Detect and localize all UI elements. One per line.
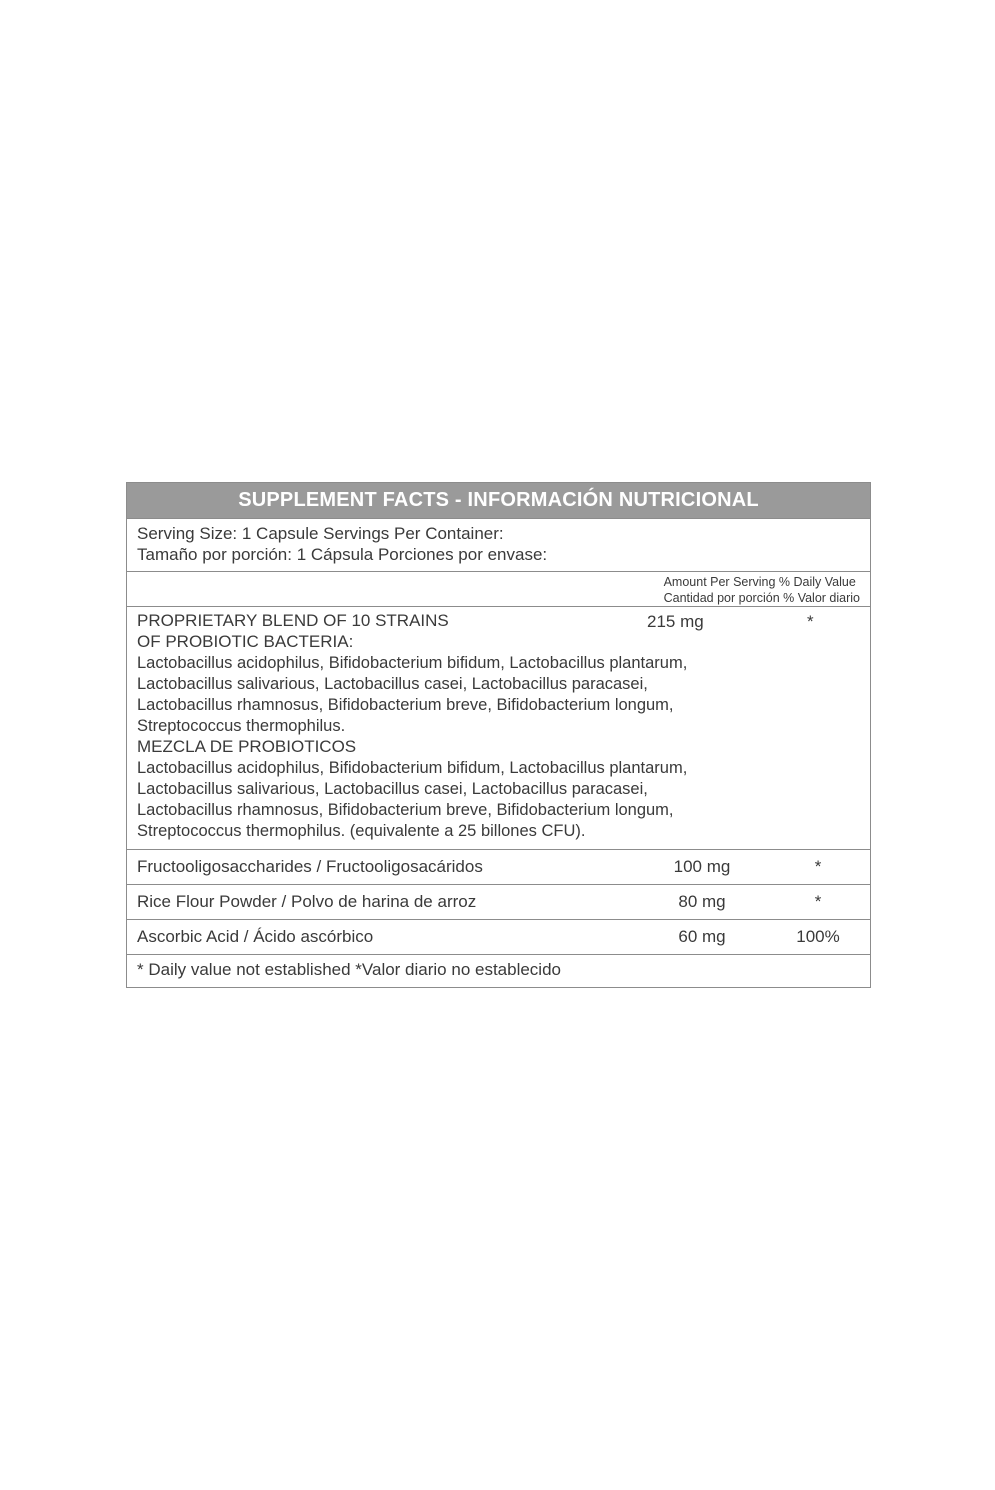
blend-heading-es: MEZCLA DE PROBIOTICOS	[137, 737, 357, 757]
strain-line-es-4: Streptococcus thermophilus. (equivalente a 25 billones CFU).	[137, 822, 586, 841]
column-headers-text	[664, 575, 860, 606]
strain-line-es-1: Lactobacillus acidophilus, Bifidobacterium bifidum, Lactobacillus plantarum,	[137, 759, 688, 778]
strain-line-en-3: Lactobacillus rhamnosus, Bifidobacterium breve, Bifidobacterium longum,	[137, 696, 674, 715]
supplement-facts-panel	[126, 482, 871, 988]
strain-line-es-3: Lactobacillus rhamnosus, Bifidobacterium breve, Bifidobacterium longum,	[137, 801, 674, 820]
ingredient-name: Rice Flour Powder / Polvo de harina de arroz	[137, 891, 477, 911]
serving-size-es: Tamaño por porción: 1 Cápsula Porciones por envase:	[137, 544, 548, 564]
proprietary-blend-row	[127, 606, 870, 848]
ingredient-daily-value: *	[814, 891, 822, 911]
panel-title: SUPPLEMENT FACTS - INFORMACIÓN NUTRICIONAL	[127, 483, 870, 518]
serving-size-en: Serving Size: 1 Capsule Servings Per Container:	[137, 524, 504, 543]
serving-info	[127, 518, 870, 571]
blend-amount: 215 mg	[647, 612, 704, 632]
column-headers	[127, 571, 870, 606]
blend-heading-line1: PROPRIETARY BLEND OF 10 STRAINS	[137, 611, 449, 631]
table-row	[127, 849, 870, 884]
ingredient-daily-value: *	[814, 856, 822, 876]
blend-daily-value: *	[807, 612, 814, 632]
strain-line-es-2: Lactobacillus salivarious, Lactobacillus casei, Lactobacillus paracasei,	[137, 780, 648, 799]
ingredient-name: Ascorbic Acid / Ácido ascórbico	[137, 926, 374, 946]
footnote: * Daily value not established *Valor diario no establecido	[127, 954, 870, 987]
strain-line-en-4: Streptococcus thermophilus.	[137, 717, 346, 736]
table-row	[127, 884, 870, 919]
ingredient-amount: 80 mg	[678, 891, 726, 911]
ingredient-daily-value: 100%	[796, 926, 840, 946]
blend-heading-line2: OF PROBIOTIC BACTERIA:	[137, 632, 354, 652]
table-row	[127, 919, 870, 954]
strain-line-en-1: Lactobacillus acidophilus, Bifidobacterium bifidum, Lactobacillus plantarum,	[137, 653, 688, 672]
ingredient-amount: 60 mg	[678, 926, 726, 946]
ingredient-name: Fructooligosaccharides / Fructooligosacáridos	[137, 856, 483, 876]
column-header-es: Cantidad por porción % Valor diario	[663, 591, 860, 606]
strain-line-en-2: Lactobacillus salivarious, Lactobacillus casei, Lactobacillus paracasei,	[137, 675, 648, 694]
column-header-en: Amount Per Serving % Daily Value	[663, 575, 856, 590]
ingredient-amount: 100 mg	[673, 856, 731, 876]
